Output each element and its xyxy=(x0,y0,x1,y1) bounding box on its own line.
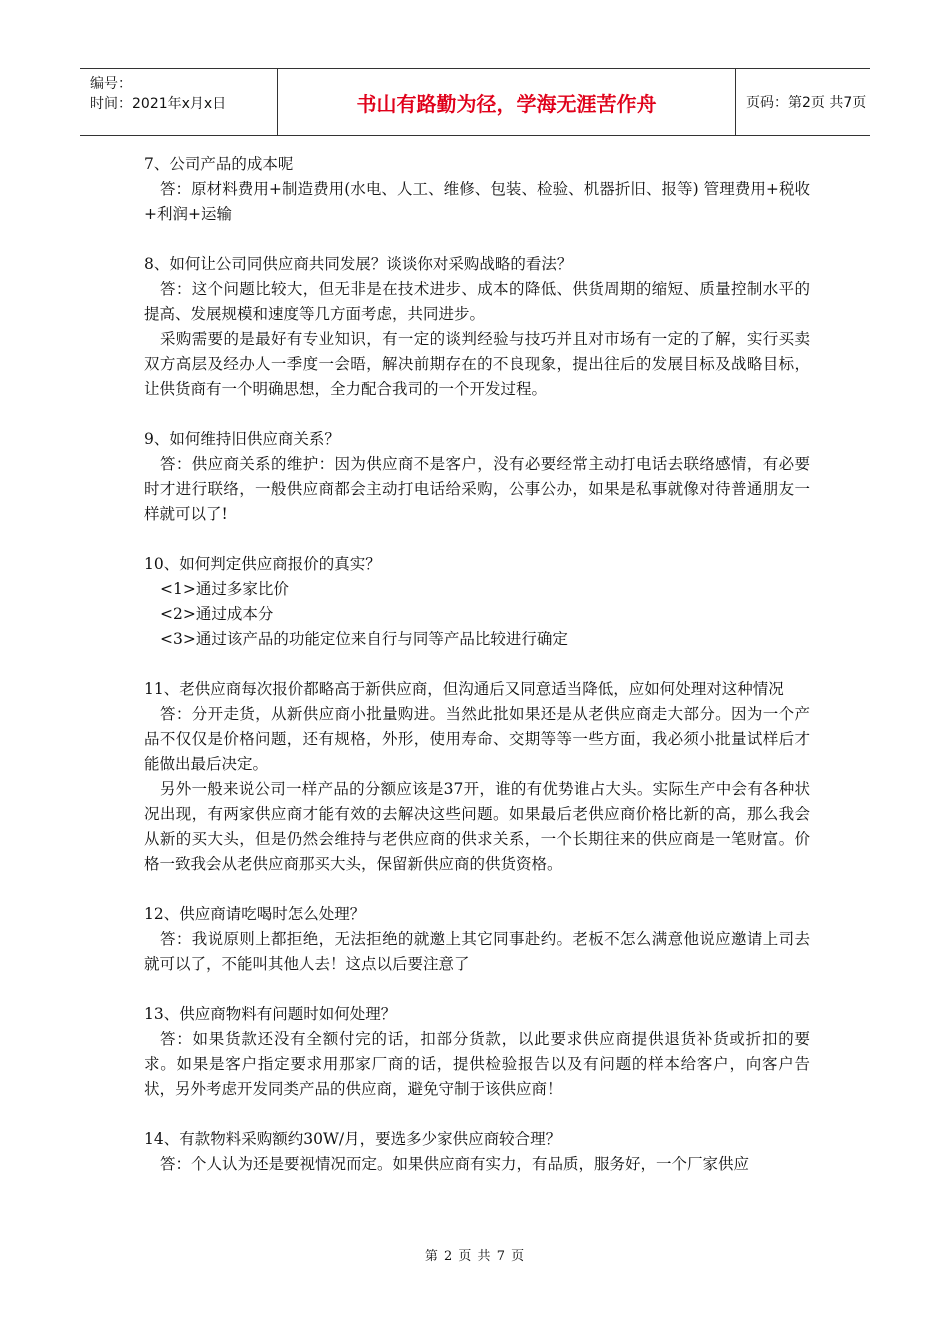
answer-paragraph: 答：这个问题比较大，但无非是在技术进步、成本的降低、供货周期的缩短、质量控制水平的提高、发展规模和速度等几方面考虑，共同进步。 xyxy=(144,280,810,323)
answer-paragraph: 答：我说原则上都拒绝，无法拒绝的就邀上其它同事赴约。老板不怎么满意他说应邀请上司去就可以了，不能叫其他人去！这点以后要注意了 xyxy=(144,930,810,973)
question-heading: 11、老供应商每次报价都略高于新供应商，但沟通后又同意适当降低，应如何处理对这种情况 xyxy=(144,680,784,698)
answer-paragraph: 答：如果货款还没有全额付完的话，扣部分货款，以此要求供应商提供退货补货或折扣的要求。如果是客户指定要求用那家厂商的话，提供检验报告以及有问题的样本给客户，向客户告状，另外考虑开发同类产品的供应商，避免守制于该供应商！ xyxy=(144,1030,810,1098)
document-number-label: 编号： xyxy=(90,76,132,92)
list-item: <3>通过该产品的功能定位来自行与同等产品比较进行确定 xyxy=(160,630,568,648)
page-footer: 第 2 页 共 7 页 xyxy=(424,1249,526,1264)
answer-paragraph: 答：个人认为还是要视情况而定。如果供应商有实力，有品质，服务好，一个厂家供应 xyxy=(160,1155,750,1173)
question-heading: 10、如何判定供应商报价的真实？ xyxy=(144,555,381,573)
question-heading: 7、公司产品的成本呢 xyxy=(144,155,294,173)
question-heading: 14、有款物料采购额约30W/月，要选多少家供应商较合理？ xyxy=(144,1130,562,1148)
question-heading: 9、如何维持旧供应商关系？ xyxy=(144,430,340,448)
answer-paragraph: 答：分开走货，从新供应商小批量购进。当然此批如果还是从老供应商走大部分。因为一个产品不仅仅是价格问题，还有规格，外形，使用寿命、交期等等一些方面，我必须小批量试样后才能做出最后决定。 xyxy=(144,705,810,773)
list-item: <2>通过成本分 xyxy=(160,605,274,623)
document-date-label: 时间：2021年x月x日 xyxy=(90,96,227,112)
header-motto: 书山有路勤为径，学海无涯苦作舟 xyxy=(278,69,736,135)
question-heading: 8、如何让公司同供应商共同发展？谈谈你对采购战略的看法？ xyxy=(144,255,573,273)
list-item: <1>通过多家比价 xyxy=(160,580,289,598)
answer-paragraph: 采购需要的是最好有专业知识，有一定的谈判经验与技巧并且对市场有一定的了解，实行买卖双方高层及经办人一季度一会晤，解决前期存在的不良现象，提出往后的发展目标及战略目标，让供货商有一个明确思想，全力配合我司的一个开发过程。 xyxy=(144,330,810,398)
question-heading: 12、供应商请吃喝时怎么处理？ xyxy=(144,905,366,923)
answer-paragraph: 另外一般来说公司一样产品的分额应该是37开，谁的有优势谁占大头。实际生产中会有各种状况出现，有两家供应商才能有效的去解决这些问题。如果最后老供应商价格比新的高，那么我会从新的买大头，但是仍然会维持与老供应商的供求关系，一个长期往来的供应商是一笔财富。价格一致我会从老供应商那买大头，保留新供应商的供货资格。 xyxy=(144,780,810,873)
answer-paragraph: 答：原材料费用+制造费用(水电、人工、维修、包装、检验、机器折旧、报等) 管理费用+税收+利润+运输 xyxy=(144,180,810,223)
header-meta xyxy=(80,69,278,135)
question-heading: 13、供应商物料有问题时如何处理？ xyxy=(144,1005,397,1023)
answer-paragraph: 答：供应商关系的维护：因为供应商不是客户，没有必要经常主动打电话去联络感情，有必要时才进行联络，一般供应商都会主动打电话给采购，公事公办，如果是私事就像对待普通朋友一样就可以了! xyxy=(144,455,810,523)
page-header xyxy=(80,68,870,136)
header-page-number: 页码：第2页 共7页 xyxy=(746,95,867,111)
document-body xyxy=(144,152,810,1177)
